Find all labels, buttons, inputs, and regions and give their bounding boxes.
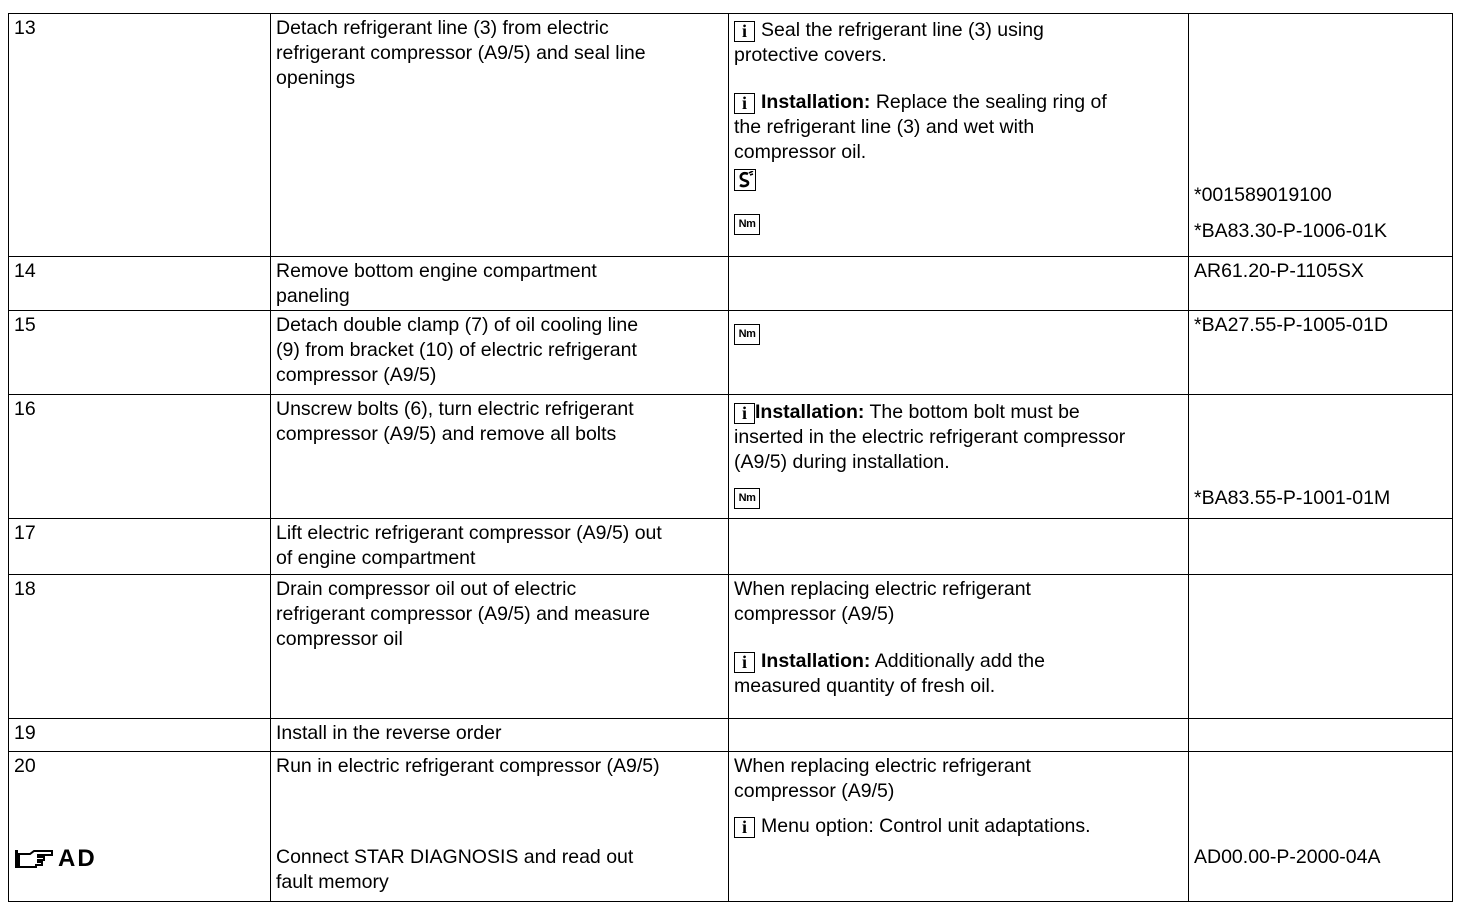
table-row <box>9 311 1453 395</box>
step-number: 14 <box>9 257 271 311</box>
reference-cell <box>1189 719 1453 752</box>
notes-cell <box>729 257 1189 311</box>
action-cell: Remove bottom engine compartment paneling <box>271 257 729 311</box>
torque-nm-icon: Nm <box>734 324 760 345</box>
reference-cell <box>1189 519 1453 575</box>
notes-cell: When replacing electric refrigerant compressor (A9/5) i Installation: Additionally add the measured quantity of fresh oil. <box>729 575 1189 719</box>
step-number: 20 AD <box>9 752 271 902</box>
step-number: 16 <box>9 395 271 519</box>
step-number: 18 <box>9 575 271 719</box>
step-number: 19 <box>9 719 271 752</box>
info-icon: i <box>734 817 755 838</box>
notes-cell: i Seal the refrigerant line (3) using protective covers. i Installation: Replace the sealing ring of the refrigerant line (3) and wet with compressor oil. Nm <box>729 14 1189 257</box>
action-cell: Unscrew bolts (6), turn electric refrigerant compressor (A9/5) and remove all bolts <box>271 395 729 519</box>
info-icon: i <box>734 403 755 424</box>
notes-cell <box>729 519 1189 575</box>
table-row <box>9 257 1453 311</box>
reference-cell: AR61.20-P-1105SX <box>1189 257 1453 311</box>
torque-nm-icon: Nm <box>734 214 760 235</box>
notes-cell <box>729 719 1189 752</box>
info-icon: i <box>734 21 755 42</box>
action-cell: Detach refrigerant line (3) from electric refrigerant compressor (A9/5) and seal line openings <box>271 14 729 257</box>
info-icon: i <box>734 652 755 673</box>
reference-cell: AD00.00-P-2000-04A <box>1189 752 1453 902</box>
table-row <box>9 14 1453 257</box>
reference-cell <box>1189 575 1453 719</box>
procedure-table <box>8 13 1453 902</box>
step-number: 13 <box>9 14 271 257</box>
table-row <box>9 719 1453 752</box>
table-row <box>9 395 1453 519</box>
special-tool-icon <box>734 169 756 191</box>
info-icon: i <box>734 93 755 114</box>
notes-cell: i Installation: The bottom bolt must be inserted in the electric refrigerant compressor (A9/5) during installation. Nm <box>729 395 1189 519</box>
action-cell: Install in the reverse order <box>271 719 729 752</box>
notes-cell <box>729 311 1189 395</box>
reference-cell: *001589019100 *BA83.30-P-1006-01K <box>1189 14 1453 257</box>
action-cell: Drain compressor oil out of electric refrigerant compressor (A9/5) and measure compressor oil <box>271 575 729 719</box>
step-number: 15 <box>9 311 271 395</box>
notes-cell: When replacing electric refrigerant compressor (A9/5) i Menu option: Control unit adaptations. <box>729 752 1189 902</box>
table-row <box>9 575 1453 719</box>
torque-nm-icon: Nm <box>734 488 760 509</box>
action-cell: Run in electric refrigerant compressor (A9/5) Connect STAR DIAGNOSIS and read out fault memory <box>271 752 729 902</box>
table-row <box>9 519 1453 575</box>
action-cell: Detach double clamp (7) of oil cooling line (9) from bracket (10) of electric refrigerant compressor (A9/5) <box>271 311 729 395</box>
reference-cell: *BA27.55-P-1005-01D <box>1189 311 1453 395</box>
reference-cell: *BA83.55-P-1001-01M <box>1189 395 1453 519</box>
step-number: 17 <box>9 519 271 575</box>
table-row <box>9 752 1453 902</box>
pointing-hand-icon <box>14 848 54 870</box>
action-cell: Lift electric refrigerant compressor (A9/5) out of engine compartment <box>271 519 729 575</box>
star-diagnosis-marker: AD <box>14 846 97 871</box>
